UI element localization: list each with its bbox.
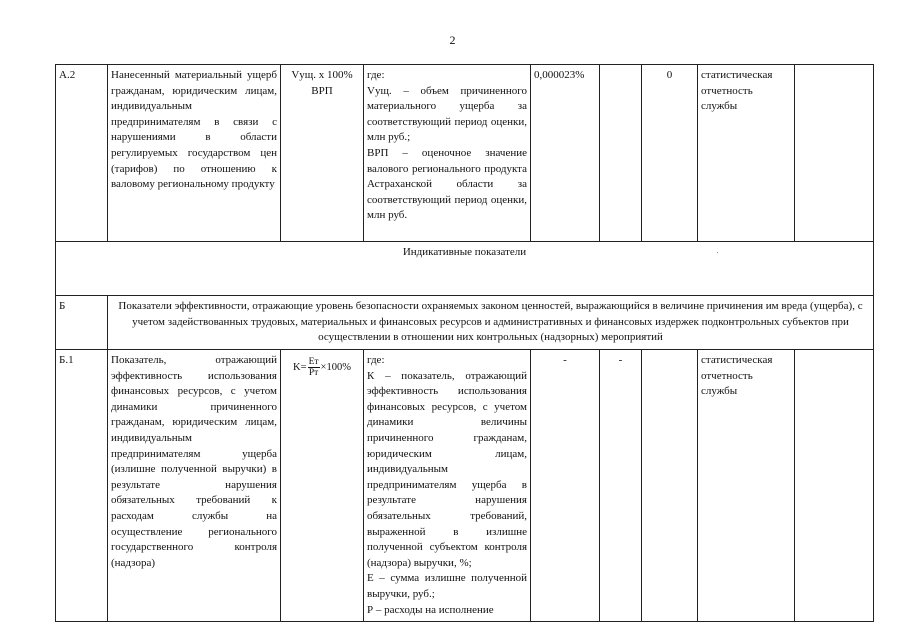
row-code: Б.1 <box>56 350 108 622</box>
cell-col9 <box>795 65 874 242</box>
formula-k <box>293 357 351 378</box>
formula-fraction <box>308 357 320 378</box>
page-number: 2 <box>449 33 456 47</box>
cell-col6: - <box>600 350 642 622</box>
formula-explanation: где: К – показатель, отражающий эффективность использования финансовых ресурсов, с учетом динамики величины причиненного гражданам, юридическим лицам, индивидуальным предпринимателям ущерба в результате нарушения обязательных требований, выраженной в излишне полученной субъектом контроля (надзора) выручки, %; Е – сумма излишне полученной выручки, руб.; Р – расходы на исполнение <box>364 350 531 622</box>
cell-col7 <box>642 350 698 622</box>
table-row-b <box>56 296 874 350</box>
formula-numerator: Eт <box>308 357 319 367</box>
indicator-name: Нанесенный материальный ущерб гражданам, юридическим лицам, индивидуальным предпринимателям в связи с нарушениями в области регулируемых государством цен (тарифов) по отношению к валовому региональному продукту <box>108 65 281 242</box>
formula-line-2: ВРП <box>311 84 333 97</box>
table-row-b1 <box>56 350 874 622</box>
row-code: Б <box>56 296 108 350</box>
cell-col7: 0 <box>642 65 698 242</box>
section-header-row <box>56 242 874 296</box>
formula-explanation: где: Vущ. – объем причиненного материального ущерба за соответствующий период оценки, млн руб.; ВРП – оценочное значение валового регионального продукта Астраханской области за соответствующий период оценки, млн руб. <box>364 65 531 242</box>
cell-col6 <box>600 65 642 242</box>
formula-left: K= <box>293 361 307 373</box>
formula-right: ×100% <box>320 361 351 373</box>
data-source: статистическая отчетность службы <box>698 65 795 242</box>
row-code: А.2 <box>56 65 108 242</box>
indicators-table <box>55 64 874 622</box>
indicator-formula <box>281 65 364 242</box>
section-title: Индикативные показатели <box>56 242 874 296</box>
table-row-a2 <box>56 65 874 242</box>
indicator-formula <box>281 350 364 622</box>
formula-line-1: Vущ. x 100% <box>291 69 353 81</box>
group-description: Показатели эффективности, отражающие уровень безопасности охраняемых законом ценностей, выражающийся в величине причинения им вреда (ущерба), с учетом задействованных трудовых, материальных и финансовых ресурсов и административных и финансовых издержек подконтрольных субъектов при осуществлении в отношении них контрольных (надзорных) мероприятий <box>108 296 874 350</box>
data-source: статистическая отчетность службы <box>698 350 795 622</box>
indicator-value: - <box>531 350 600 622</box>
scan-speck <box>717 252 718 253</box>
indicator-value: 0,000023% <box>531 65 600 242</box>
formula-denominator: Pт <box>308 368 319 378</box>
cell-col9 <box>795 350 874 622</box>
indicator-name: Показатель, отражающий эффективность использования финансовых ресурсов, с учетом динамики причиненного гражданам, юридическим лицам, индивидуальным предпринимателям ущерба (излишне полученной выручки) в результате нарушения обязательных требований к расходам службы на осуществление регионального государственного контроля (надзора) <box>108 350 281 622</box>
